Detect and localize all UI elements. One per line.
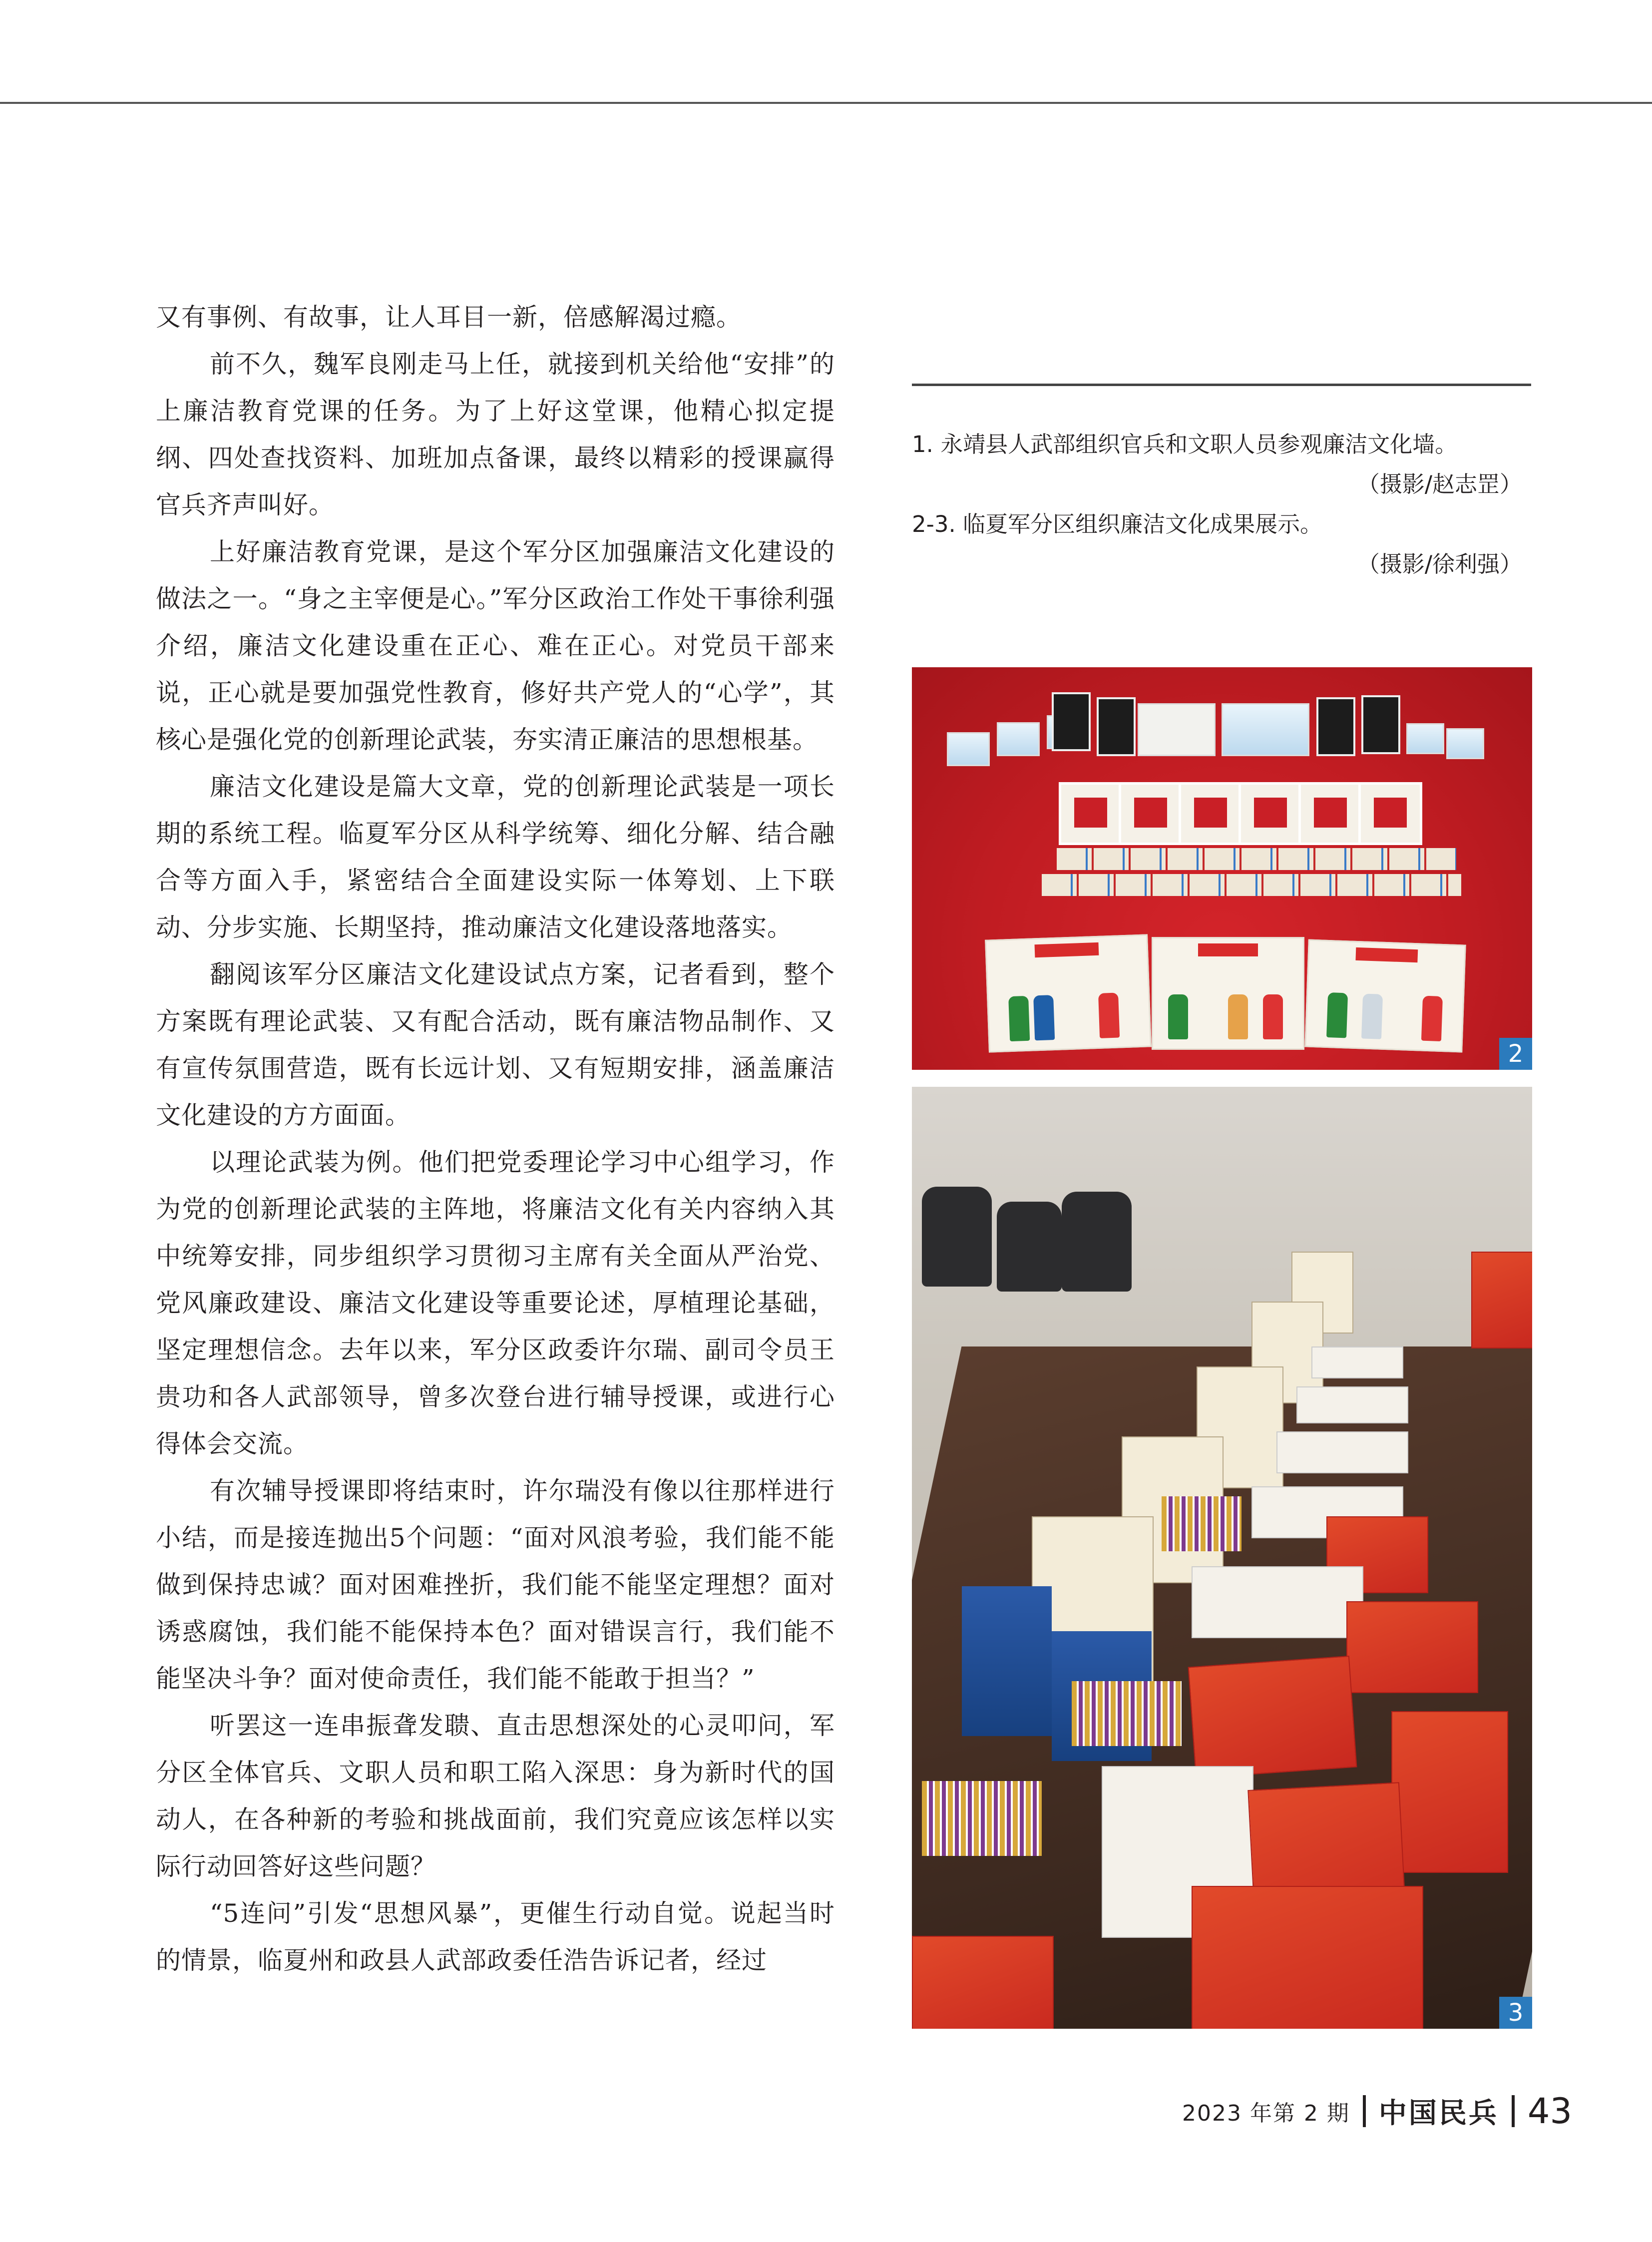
photo-prop [1059, 782, 1123, 845]
footer-divider [1363, 2095, 1366, 2127]
article-paragraph: 听罢这一连串振聋发聩、直击思想深处的心灵叩问，军分区全体官兵、文职人员和职工陷入深思：身为新时代的国动人，在各种新的考验和挑战面前，我们究竟应该怎样以实际行动回答好这些问题？ [156, 1711, 835, 1881]
article-body [156, 294, 835, 1984]
photo-prop [1192, 1886, 1423, 2029]
photo-prop [1119, 782, 1183, 845]
article-paragraph: 又有事例、有故事，让人耳目一新，倍感解渴过瘾。 [156, 303, 742, 332]
photo-prop [1162, 1496, 1241, 1551]
footer-divider [1512, 2095, 1515, 2127]
photo-prop [922, 1187, 992, 1287]
photo-prop [1446, 728, 1484, 759]
photo-prop [1346, 1601, 1478, 1693]
photo-prop [1192, 1566, 1363, 1638]
photo-prop [1298, 782, 1362, 845]
photo-prop [1311, 1346, 1403, 1378]
photo-captions [912, 425, 1522, 584]
photo-prop [1097, 697, 1136, 756]
photo-prop [1471, 1252, 1532, 1348]
caption-1-credit: （摄影/赵志罡） [1357, 471, 1522, 497]
photo-number-badge: 3 [1499, 1997, 1532, 2029]
photo-prop [1188, 1656, 1357, 1779]
photo-prop [1072, 1681, 1182, 1746]
page-footer [1182, 2089, 1572, 2134]
photo-number-badge: 2 [1499, 1038, 1532, 1070]
photo-prop [1239, 782, 1302, 845]
article-paragraph: 前不久，魏军良刚走马上任，就接到机关给他“安排”的上廉洁教育党课的任务。为了上好这堂课，他精心拟定提纲、四处查找资料、加班加点备课，最终以精彩的授课赢得官兵齐声叫好。 [156, 350, 835, 519]
photo-prop [912, 1936, 1054, 2029]
photo-prop [922, 1781, 1042, 1856]
photo-2-display [912, 667, 1532, 1070]
photo-prop [1316, 697, 1355, 756]
caption-2: 2-3. 临夏军分区组织廉洁文化成果展示。 [912, 511, 1323, 537]
photo-prop [1042, 874, 1461, 896]
photo-3-display [912, 1087, 1532, 2029]
caption-1: 1. 永靖县人武部组织官兵和文职人员参观廉洁文化墙。 [912, 431, 1458, 457]
caption-rule [912, 384, 1531, 386]
photo-prop [1222, 703, 1309, 756]
magazine-name: 中国民兵 [1378, 2097, 1499, 2130]
article-paragraph: 以理论武装为例。他们把党委理论学习中心组学习，作为党的创新理论武装的主阵地，将廉洁文化有关内容纳入其中统筹安排，同步组织学习贯彻习主席有关全面从严治党、党风廉政建设、廉洁文化建设等重要论述，厚植理论基础，坚定理想信念。去年以来，军分区政委许尔瑞、副司令员王贵功和各人武部领导，曾多次登台进行辅导授课，或进行心得体会交流。 [156, 1148, 835, 1458]
article-paragraph: 有次辅导授课即将结束时，许尔瑞没有像以往那样进行小结，而是接连抛出5个问题：“面对风浪考验，我们能不能做到保持忠诚？面对困难挫折，我们能不能坚定理想？面对诱惑腐蚀，我们能不能保持本色？面对错误言行，我们能不能坚决斗争？面对使命责任，我们能不能敢于担当？” [156, 1476, 835, 1693]
photo-prop [1057, 848, 1456, 870]
photo-prop [1361, 695, 1400, 754]
photo-prop [1406, 723, 1444, 754]
photo-prop [1052, 692, 1091, 751]
photo-prop [985, 934, 1152, 1052]
article-paragraph: “5连问”引发“思想风暴”，更催生行动自觉。说起当时的情景，临夏州和政县人武部政委任浩告诉记者，经过 [156, 1899, 835, 1975]
photo-prop [997, 1202, 1062, 1292]
photo-prop [1391, 1711, 1508, 1873]
issue-label: 2023 年第 2 期 [1182, 2101, 1350, 2126]
photo-prop [1358, 782, 1422, 845]
photo-prop [1296, 1386, 1408, 1423]
photo-prop [1152, 937, 1304, 1050]
photo-prop [962, 1586, 1052, 1736]
photo-prop [1138, 703, 1216, 756]
photo-prop [1179, 782, 1242, 845]
article-paragraph: 廉洁文化建设是篇大文章，党的创新理论武装是一项长期的系统工程。临夏军分区从科学统筹、细化分解、结合融合等方面入手，紧密结合全面建设实际一体筹划、上下联动、分步实施、长期坚持，推动廉洁文化建设落地落实。 [156, 772, 835, 942]
header-rule [0, 102, 1652, 104]
photo-prop [947, 732, 990, 766]
photo-prop [1062, 1192, 1132, 1292]
photo-prop [1304, 939, 1466, 1053]
article-paragraph: 翻阅该军分区廉洁文化建设试点方案，记者看到，整个方案既有理论武装、又有配合活动，既有廉洁物品制作、又有宣传氛围营造，既有长远计划、又有短期安排，涵盖廉洁文化建设的方方面面。 [156, 960, 835, 1130]
caption-2-credit: （摄影/徐利强） [1357, 551, 1522, 577]
photo-prop [997, 722, 1040, 756]
photo-prop [1276, 1431, 1408, 1473]
article-paragraph: 上好廉洁教育党课，是这个军分区加强廉洁文化建设的做法之一。“身之主宰便是心。”军分区政治工作处干事徐利强介绍，廉洁文化建设重在正心、难在正心。对党员干部来说，正心就是要加强党性教育，修好共产党人的“心学”，其核心是强化党的创新理论武装，夯实清正廉洁的思想根基。 [156, 537, 835, 754]
page-number: 43 [1527, 2091, 1572, 2132]
